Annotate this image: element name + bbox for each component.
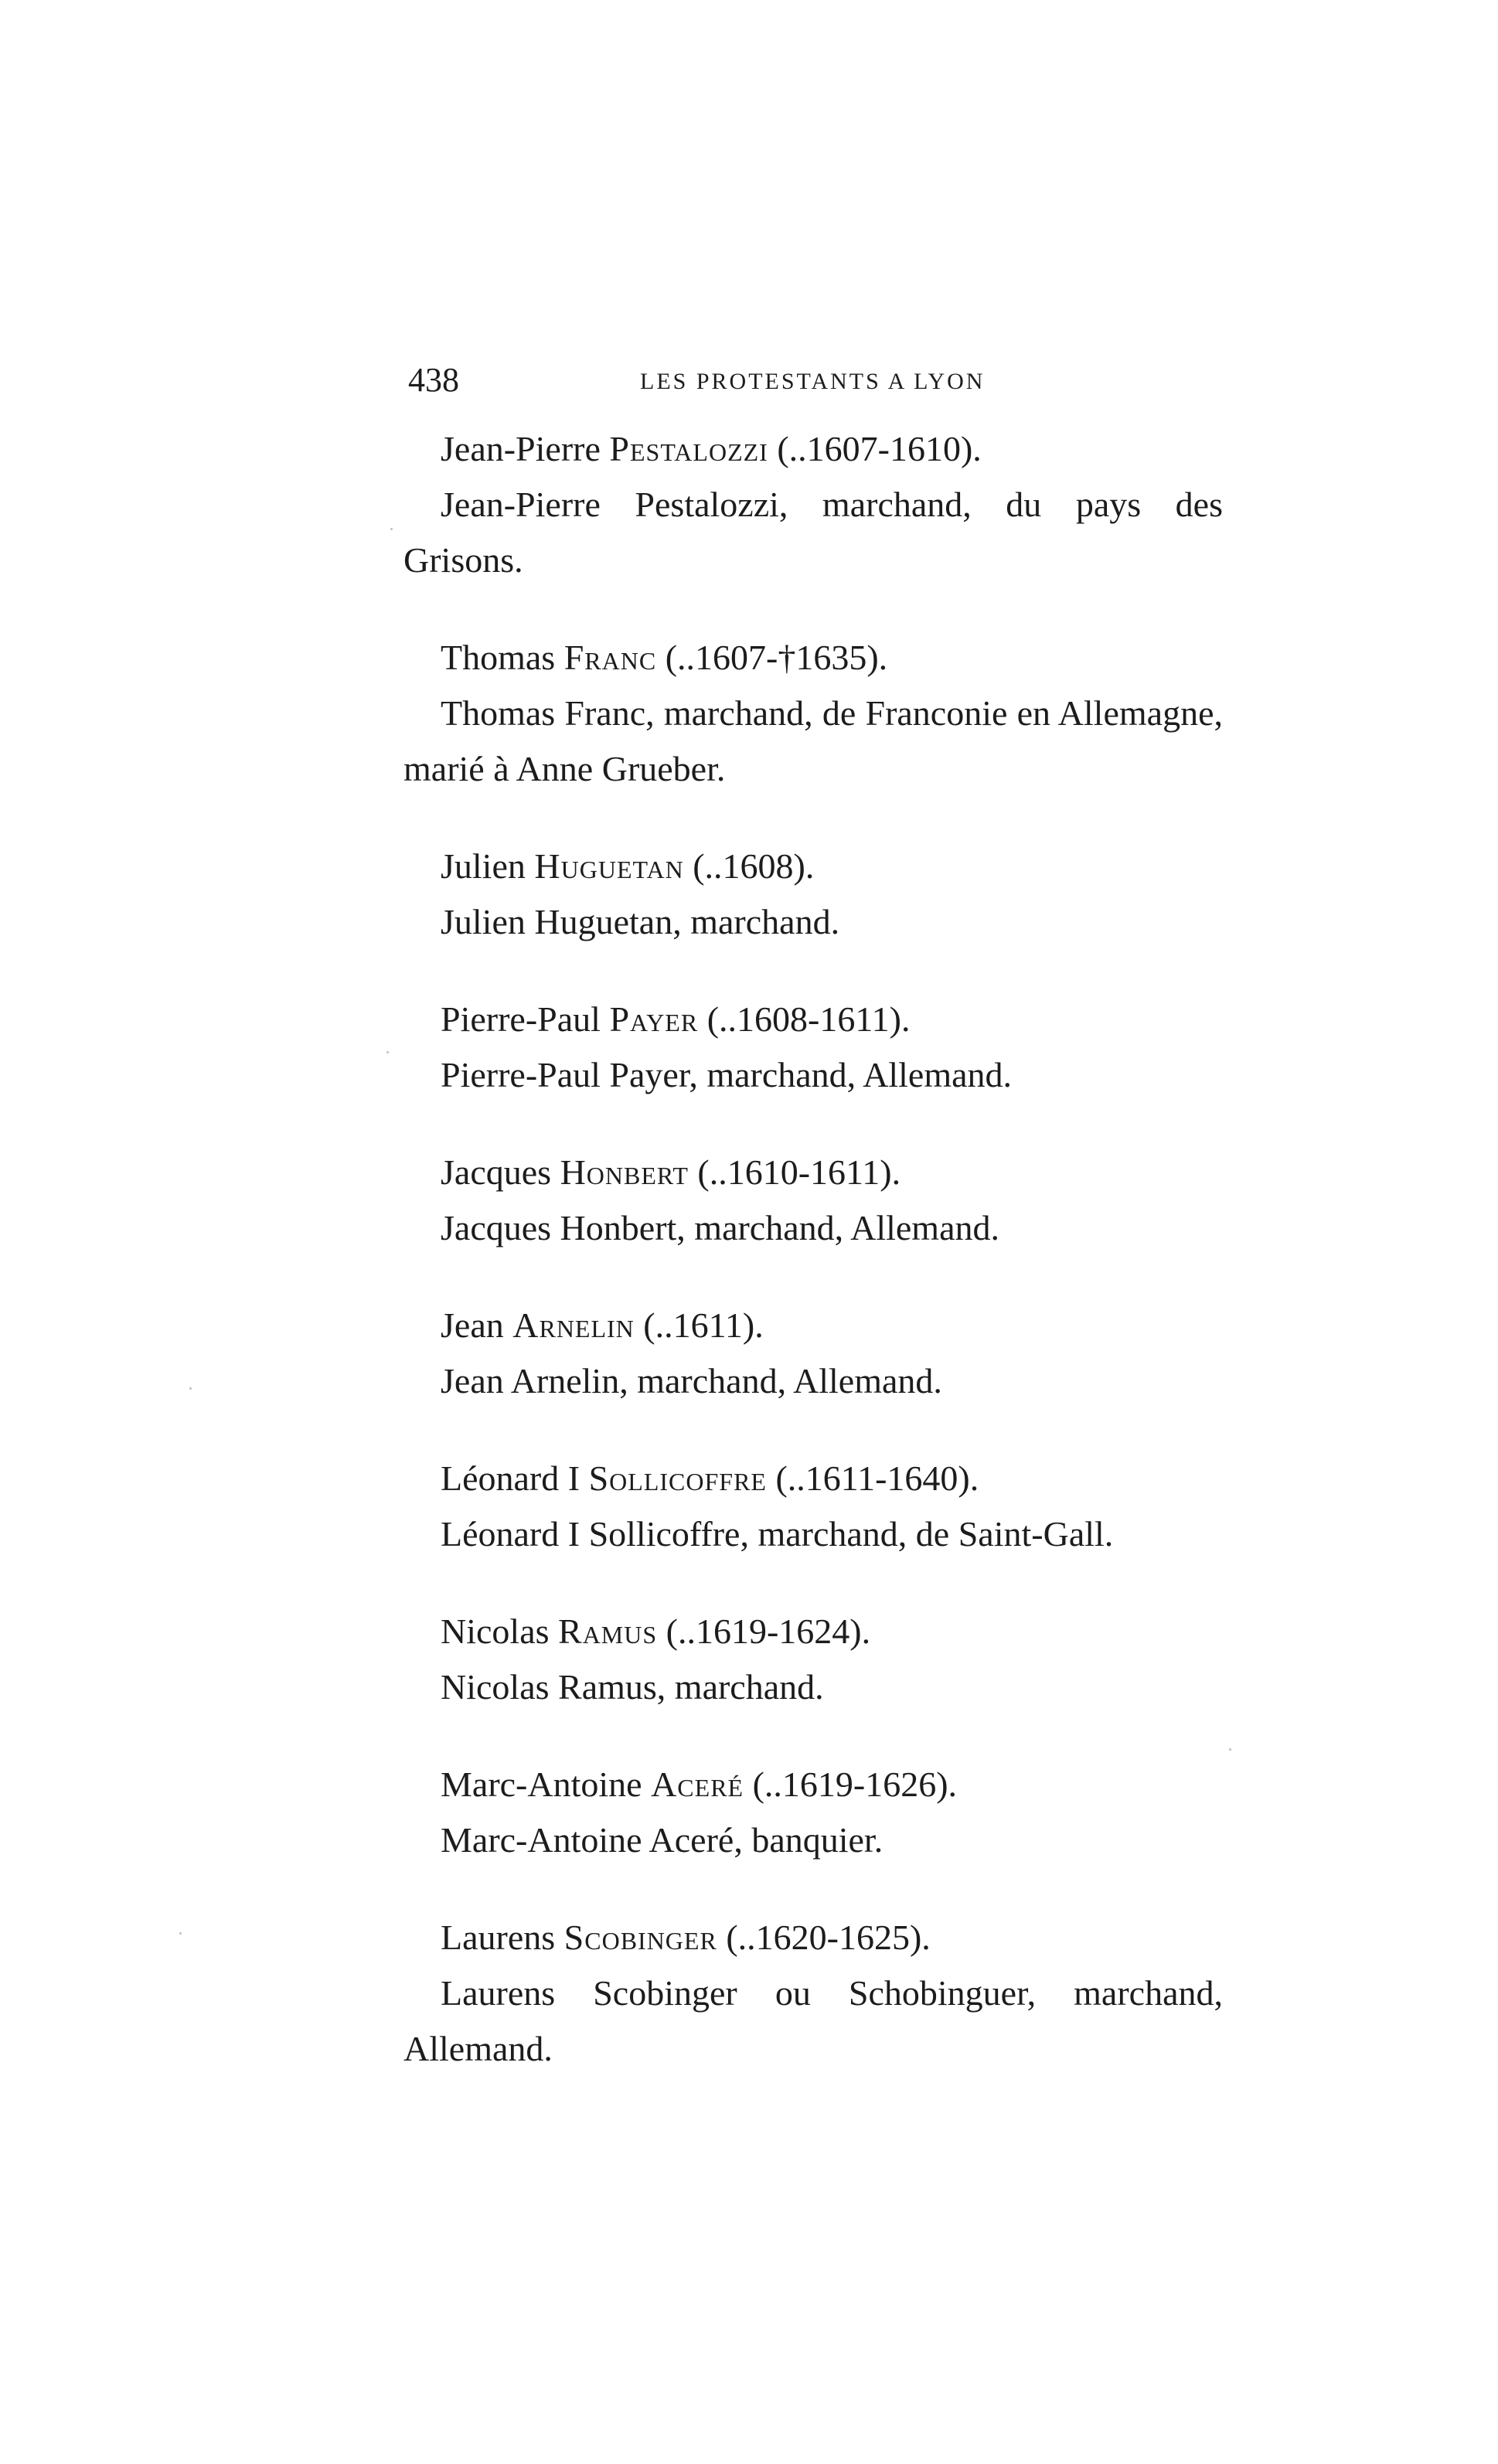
speck	[1229, 1748, 1231, 1751]
entry-heading	[403, 630, 1223, 686]
list-item	[403, 1757, 1223, 1868]
surname: Sollicoffre	[588, 1458, 767, 1498]
surname: Franc	[563, 638, 657, 677]
list-item	[403, 1451, 1223, 1562]
entry-heading	[403, 1604, 1223, 1659]
entry-heading	[403, 1910, 1223, 1965]
page-header	[408, 357, 1181, 403]
dates: (..1610-1611).	[697, 1152, 901, 1192]
given-name: Nicolas	[441, 1611, 550, 1651]
given-name: Thomas	[441, 638, 556, 677]
entry-heading	[403, 839, 1223, 894]
list-item	[403, 992, 1223, 1103]
speck	[390, 528, 393, 530]
entry-description: Julien Huguetan, marchand.	[441, 902, 840, 941]
entry-heading	[403, 1757, 1223, 1812]
speck	[179, 1932, 182, 1935]
given-name: Julien	[441, 846, 526, 886]
list-item	[403, 1604, 1223, 1715]
speck	[386, 1051, 389, 1053]
given-name: Pierre-Paul	[441, 999, 601, 1039]
running-title: LES PROTESTANTS A LYON	[640, 369, 986, 394]
entry-description: Jean-Pierre Pestalozzi, marchand, du pays des Grisons.	[403, 485, 1223, 580]
surname: Huguetan	[534, 846, 684, 886]
list-item	[403, 1145, 1223, 1256]
dates: (..1619-1626).	[752, 1765, 958, 1804]
given-name: Marc-Antoine	[441, 1765, 642, 1804]
entry-description: Laurens Scobinger ou Schobinguer, marchand, Allemand.	[403, 1973, 1223, 2068]
given-name: Jacques	[441, 1152, 552, 1192]
entry-heading	[403, 1451, 1223, 1506]
dates: (..1619-1624).	[666, 1611, 871, 1651]
given-name: Jean	[441, 1305, 504, 1345]
entry-description: Jean Arnelin, marchand, Allemand.	[441, 1361, 942, 1400]
page-number: 438	[408, 361, 459, 399]
list-item	[403, 839, 1223, 950]
entry-heading	[403, 1145, 1223, 1200]
entry-description: Jacques Honbert, marchand, Allemand.	[441, 1208, 999, 1247]
list-item	[403, 630, 1223, 797]
dates: (..1611).	[643, 1305, 764, 1345]
entry-description: Marc-Antoine Aceré, banquier.	[441, 1820, 883, 1860]
surname: Payer	[609, 999, 699, 1039]
speck	[189, 1387, 192, 1390]
surname: Aceré	[651, 1765, 744, 1804]
entry-description: Nicolas Ramus, marchand.	[441, 1667, 824, 1707]
dates: (..1611-1640).	[775, 1458, 979, 1498]
surname: Scobinger	[563, 1918, 717, 1957]
entry-heading	[403, 1298, 1223, 1353]
dates: (..1608-1611).	[706, 999, 911, 1039]
list-item	[403, 1298, 1223, 1409]
entry-description: Pierre-Paul Payer, marchand, Allemand.	[441, 1055, 1013, 1094]
entry-list	[403, 421, 1223, 2119]
given-name: Léonard I	[441, 1458, 580, 1498]
dates: (..1607-†1635).	[665, 638, 888, 677]
given-name: Jean-Pierre	[441, 429, 601, 468]
surname: Pestalozzi	[609, 429, 768, 468]
entry-heading	[403, 421, 1223, 477]
dates: (..1608).	[693, 846, 815, 886]
surname: Ramus	[558, 1611, 658, 1651]
entry-description: Léonard I Sollicoffre, marchand, de Saint-Gall.	[441, 1514, 1114, 1554]
surname: Honbert	[560, 1152, 689, 1192]
dates: (..1620-1625).	[726, 1918, 931, 1957]
dates: (..1607-1610).	[777, 429, 982, 468]
given-name: Laurens	[441, 1918, 556, 1957]
list-item	[403, 421, 1223, 588]
entry-heading	[403, 992, 1223, 1047]
list-item	[403, 1910, 1223, 2077]
surname: Arnelin	[512, 1305, 635, 1345]
entry-description: Thomas Franc, marchand, de Franconie en Allemagne, marié à Anne Grueber.	[403, 693, 1223, 788]
